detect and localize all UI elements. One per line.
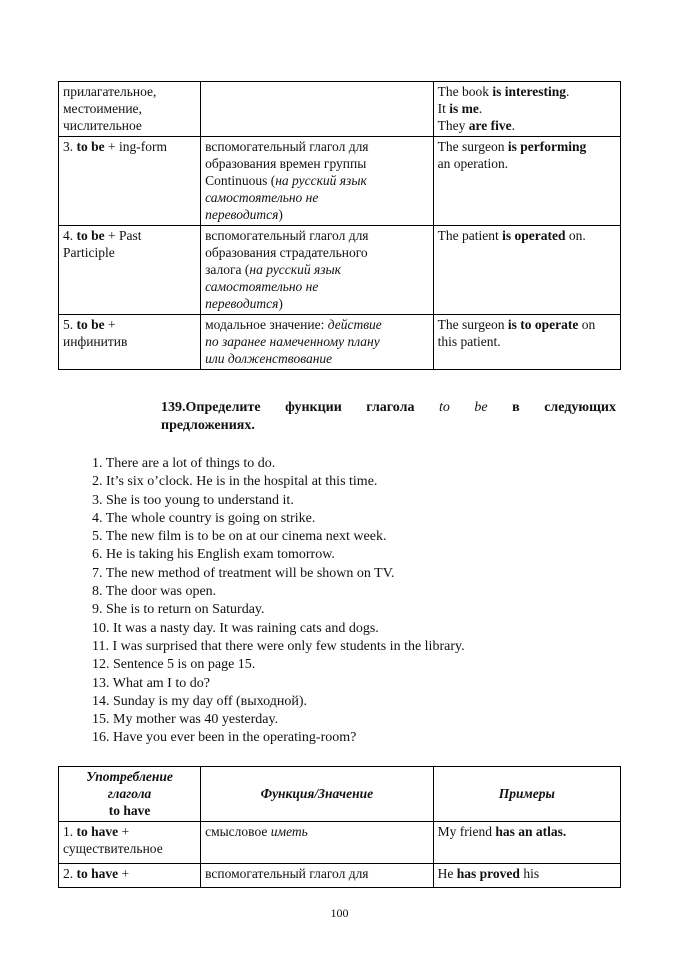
- cell-line: [438, 823, 616, 840]
- cell-line: [438, 333, 616, 350]
- bold-text: to have: [76, 824, 119, 839]
- text-run: 5.: [63, 317, 77, 332]
- function-cell: [201, 137, 434, 226]
- usage-cell: [59, 822, 201, 864]
- to-be-usage-table: [58, 81, 621, 370]
- cell-line: [63, 823, 196, 840]
- header-usage-verb: to have: [108, 803, 151, 818]
- cell-line: [438, 155, 616, 172]
- task-line-1: [161, 399, 616, 417]
- list-item: 16. Have you ever been in the operating-room?: [92, 730, 357, 746]
- cell-line: [205, 333, 429, 350]
- text-run: 1.: [63, 824, 77, 839]
- function-cell: [201, 315, 434, 370]
- list-item: 5. The new film is to be on at our cinema next week.: [92, 529, 387, 545]
- table-row: [59, 822, 621, 864]
- text-run: числительное: [63, 118, 142, 133]
- text-run: on.: [565, 228, 586, 243]
- cell-line: [63, 316, 196, 333]
- table-row: [59, 82, 621, 137]
- task-word: в: [512, 400, 520, 415]
- italic-text: по заранее намеченному плану: [205, 334, 380, 349]
- bold-text: to have: [76, 866, 119, 881]
- bold-text: has an atlas.: [495, 824, 567, 839]
- cell-line: [205, 244, 429, 261]
- list-item: 13. What am I to do?: [92, 675, 210, 691]
- cell-line: [205, 172, 429, 189]
- list-item: 15. My mother was 40 yesterday.: [92, 712, 279, 728]
- cell-line: [63, 100, 196, 117]
- bold-text: is me: [449, 101, 479, 116]
- sentence-list: [92, 455, 465, 748]
- bold-text: to be: [76, 139, 105, 154]
- text-run: образования времен группы: [205, 156, 367, 171]
- text-run: смысловое: [205, 824, 271, 839]
- text-run: местоимение,: [63, 101, 142, 116]
- cell-line: [438, 138, 616, 155]
- usage-cell: [59, 226, 201, 315]
- table-row: [59, 137, 621, 226]
- cell-line: [63, 227, 196, 244]
- text-run: модальное значение:: [205, 317, 328, 332]
- text-run: The surgeon: [437, 317, 508, 332]
- function-cell: [201, 822, 434, 864]
- text-run: вспомогательный глагол для: [205, 139, 369, 154]
- text-run: ): [278, 296, 283, 311]
- list-item: 14. Sunday is my day off (выходной).: [92, 693, 308, 709]
- list-item: 3. She is too young to understand it.: [92, 492, 294, 508]
- bold-text: to be: [76, 228, 105, 243]
- example-cell: [433, 226, 620, 315]
- header-usage-line: глагола: [107, 786, 152, 801]
- italic-text: действие: [327, 317, 382, 332]
- cell-line: [205, 865, 429, 882]
- text-run: +: [104, 317, 116, 332]
- example-cell: [433, 822, 620, 864]
- bold-text: is performing: [507, 139, 587, 154]
- text-run: .: [511, 118, 516, 133]
- text-run: Participle: [63, 245, 115, 260]
- bold-text: is interesting: [492, 84, 567, 99]
- function-cell: [201, 226, 434, 315]
- text-run: It: [437, 101, 450, 116]
- cell-line: [205, 278, 429, 295]
- table-header-row: [59, 767, 621, 822]
- cell-line: [205, 138, 429, 155]
- header-examples: Примеры: [433, 767, 620, 822]
- header-usage-line: Употребление: [86, 769, 173, 784]
- cell-line: [205, 227, 429, 244]
- task-word: глагола: [366, 400, 415, 415]
- example-cell: [433, 864, 620, 888]
- cell-line: [63, 83, 196, 100]
- cell-line: [205, 261, 429, 278]
- cell-line: [438, 83, 616, 100]
- text-run: .: [478, 101, 483, 116]
- italic-text: переводится: [205, 296, 279, 311]
- italic-text: на русский язык: [275, 173, 367, 188]
- cell-line: [438, 316, 616, 333]
- text-run: his: [519, 866, 540, 881]
- bold-text: is to operate: [507, 317, 579, 332]
- cell-line: [438, 100, 616, 117]
- example-cell: [433, 315, 620, 370]
- cell-line: [63, 865, 196, 882]
- italic-text: самостоятельно не: [205, 190, 319, 205]
- text-run: The patient: [437, 228, 503, 243]
- text-run: The book: [437, 84, 493, 99]
- text-run: My friend: [437, 824, 496, 839]
- cell-line: [438, 227, 616, 244]
- text-run: залога (: [205, 262, 250, 277]
- text-run: .: [566, 84, 570, 99]
- example-cell: [433, 82, 620, 137]
- cell-line: [205, 823, 429, 840]
- bold-text: to be: [76, 317, 105, 332]
- text-run: вспомогательный глагол для: [205, 228, 369, 243]
- text-run: They: [437, 118, 469, 133]
- text-run: on: [578, 317, 596, 332]
- list-item: 2. It’s six o’clock. He is in the hospital at this time.: [92, 474, 378, 490]
- list-item: 7. The new method of treatment will be shown on TV.: [92, 565, 395, 581]
- function-cell: [201, 82, 434, 137]
- usage-cell: [59, 82, 201, 137]
- table-row: [59, 315, 621, 370]
- text-run: He: [437, 866, 457, 881]
- cell-line: [205, 189, 429, 206]
- cell-line: [63, 244, 196, 261]
- cell-line: [63, 138, 196, 155]
- italic-text: иметь: [270, 824, 308, 839]
- italic-text: на русский язык: [249, 262, 341, 277]
- table-row: [59, 226, 621, 315]
- text-run: 2.: [63, 866, 77, 881]
- list-item: 6. He is taking his English exam tomorrow.: [92, 547, 335, 563]
- italic-text: или долженствование: [205, 351, 333, 366]
- list-item: 12. Sentence 5 is on page 15.: [92, 657, 256, 673]
- text-run: ): [278, 207, 283, 222]
- cell-line: [205, 295, 429, 312]
- italic-text: самостоятельно не: [205, 279, 319, 294]
- example-cell: [433, 137, 620, 226]
- list-item: 8. The door was open.: [92, 584, 217, 600]
- task-word: 139.Определите: [161, 400, 261, 415]
- cell-line: [205, 350, 429, 367]
- list-item: 9. She is to return on Saturday.: [92, 602, 265, 618]
- bold-text: has proved: [456, 866, 520, 881]
- exercise-task-heading: [161, 399, 616, 435]
- text-run: + Past: [104, 228, 142, 243]
- cell-line: [205, 155, 429, 172]
- text-run: 3.: [63, 139, 77, 154]
- task-word-italic: be: [474, 400, 488, 415]
- cell-line: [438, 117, 616, 134]
- cell-line: [63, 117, 196, 134]
- text-run: инфинитив: [63, 334, 128, 349]
- header-function: Функция/Значение: [201, 767, 434, 822]
- text-run: an operation.: [437, 156, 509, 171]
- task-word: функции: [285, 400, 342, 415]
- usage-cell: [59, 137, 201, 226]
- usage-cell: [59, 315, 201, 370]
- text-run: 4.: [63, 228, 77, 243]
- text-run: вспомогательный глагол для: [205, 866, 369, 881]
- table-row: [59, 864, 621, 888]
- text-run: образования страдательного: [205, 245, 368, 260]
- text-run: прилагательное,: [63, 84, 157, 99]
- page-number: 100: [330, 906, 349, 920]
- text-run: + ing-form: [104, 139, 167, 154]
- list-item: 1. There are a lot of things to do.: [92, 456, 276, 471]
- list-item: 11. I was surprised that there were only few students in the library.: [92, 638, 465, 654]
- list-item: 10. It was a nasty day. It was raining cats and dogs.: [92, 620, 379, 636]
- function-cell: [201, 864, 434, 888]
- header-usage: [59, 767, 201, 822]
- text-run: +: [118, 866, 130, 881]
- to-have-usage-table: [58, 766, 621, 888]
- text-run: существительное: [63, 841, 163, 856]
- bold-text: are five: [468, 118, 512, 133]
- cell-line: [205, 316, 429, 333]
- text-run: Continuous (: [205, 173, 276, 188]
- cell-line: [63, 333, 196, 350]
- cell-line: [205, 206, 429, 223]
- cell-line: [438, 865, 616, 882]
- list-item: 4. The whole country is going on strike.: [92, 510, 316, 526]
- text-run: this patient.: [437, 334, 501, 349]
- bold-text: is operated: [502, 228, 566, 243]
- cell-line: [63, 840, 196, 857]
- text-run: +: [118, 824, 130, 839]
- italic-text: переводится: [205, 207, 279, 222]
- text-run: The surgeon: [437, 139, 508, 154]
- task-line-2: предложениях.: [161, 418, 255, 433]
- usage-cell: [59, 864, 201, 888]
- task-word-italic: to: [439, 400, 450, 415]
- task-word: следующих: [544, 400, 616, 415]
